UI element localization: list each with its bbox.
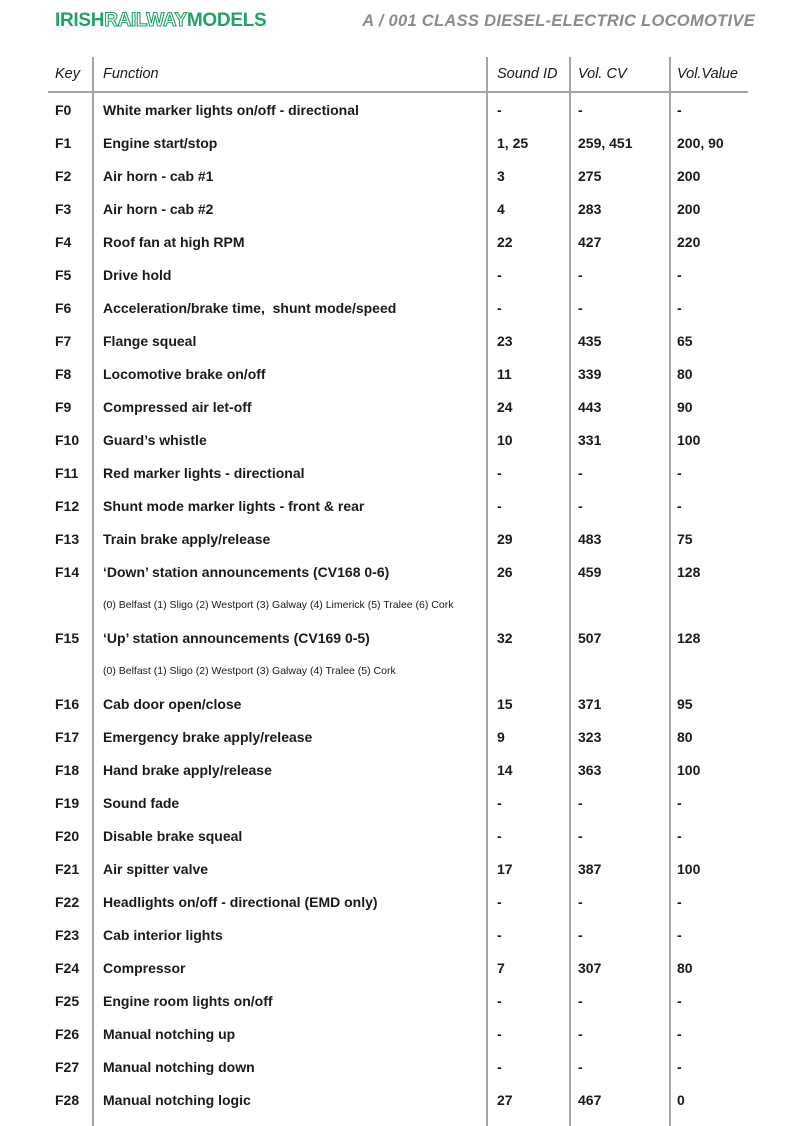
masthead [55, 10, 755, 32]
function-cell: Red marker lights - directional [103, 464, 305, 481]
vol-cv-cell: 259, 451 [578, 134, 633, 151]
vol-value-cell: 100 [677, 431, 701, 448]
function-cell: Guard’s whistle [103, 431, 207, 448]
table-row [48, 621, 748, 654]
table-row [48, 852, 748, 885]
function-cell: Manual notching logic [103, 1091, 251, 1108]
vol-value-cell: 220 [677, 233, 701, 250]
vol-value-cell: 200, 90 [677, 134, 724, 151]
header-key: Key [55, 66, 80, 82]
function-cell: Disable brake squeal [103, 827, 243, 844]
vol-value-cell: 128 [677, 563, 701, 580]
vol-value-cell: - [677, 794, 682, 811]
function-cell: Flange squeal [103, 332, 197, 349]
vol-cv-cell: 331 [578, 431, 602, 448]
sound-id-cell: - [497, 464, 502, 481]
table-row [48, 786, 748, 819]
sound-id-cell: - [497, 794, 502, 811]
vol-cv-cell: 339 [578, 365, 602, 382]
sound-id-cell: - [497, 299, 502, 316]
vol-cv-cell: 363 [578, 761, 602, 778]
vol-cv-cell: - [578, 827, 583, 844]
key-cell: F28 [55, 1091, 80, 1108]
table-row [48, 951, 748, 984]
vol-cv-cell: 435 [578, 332, 602, 349]
vol-cv-cell: - [578, 101, 583, 118]
function-cell: Air horn - cab #1 [103, 167, 214, 184]
vol-value-cell: 100 [677, 761, 701, 778]
function-cell: Headlights on/off - directional (EMD only) [103, 893, 378, 910]
function-cell: Train brake apply/release [103, 530, 271, 547]
sound-id-cell: 32 [497, 629, 513, 646]
function-cell: Engine room lights on/off [103, 992, 273, 1009]
function-cell: Drive hold [103, 266, 172, 283]
key-cell: F14 [55, 563, 80, 580]
table-row [48, 1050, 748, 1083]
function-cell: Acceleration/brake time, shunt mode/speed [103, 299, 397, 316]
vol-cv-cell: - [578, 299, 583, 316]
table-row [48, 555, 748, 588]
key-cell: F1 [55, 134, 72, 151]
vol-value-cell: 100 [677, 860, 701, 877]
vol-cv-cell: - [578, 497, 583, 514]
sound-id-cell: 4 [497, 200, 505, 217]
sound-id-cell: 9 [497, 728, 505, 745]
function-cell: Sound fade [103, 794, 180, 811]
sound-id-cell: - [497, 926, 502, 943]
table-row [48, 522, 748, 555]
vol-value-cell: - [677, 464, 682, 481]
sound-id-cell: 1, 25 [497, 134, 529, 151]
function-cell: ‘Up’ station announcements (CV169 0-5) [103, 629, 370, 646]
header-vol-value: Vol.Value [677, 66, 738, 82]
sound-id-cell: 27 [497, 1091, 513, 1108]
vol-value-cell: 200 [677, 200, 701, 217]
vol-cv-cell: 283 [578, 200, 602, 217]
function-cell: Roof fan at high RPM [103, 233, 245, 250]
table-row [48, 489, 748, 522]
sound-id-cell: 11 [497, 365, 512, 382]
function-cell: Air horn - cab #2 [103, 200, 214, 217]
key-cell: F22 [55, 893, 80, 910]
vol-cv-cell: - [578, 893, 583, 910]
key-cell: F11 [55, 464, 79, 481]
key-cell: F16 [55, 695, 80, 712]
sound-id-cell: - [497, 992, 502, 1009]
table-row [48, 357, 748, 390]
key-cell: F8 [55, 365, 72, 382]
key-cell: F2 [55, 167, 72, 184]
function-cell: Air spitter valve [103, 860, 209, 877]
function-cell: Engine start/stop [103, 134, 218, 151]
vol-value-cell: 0 [677, 1091, 685, 1108]
vol-value-cell: - [677, 827, 682, 844]
vol-cv-cell: 483 [578, 530, 602, 547]
function-cell: Shunt mode marker lights - front & rear [103, 497, 365, 514]
vol-cv-cell: 443 [578, 398, 602, 415]
header-sound-id: Sound ID [497, 66, 558, 82]
table-row [48, 984, 748, 1017]
function-cell: Compressed air let-off [103, 398, 252, 415]
table-row [48, 819, 748, 852]
key-cell: F6 [55, 299, 72, 316]
vol-cv-cell: - [578, 464, 583, 481]
sound-id-cell: - [497, 266, 502, 283]
table-row [48, 126, 748, 159]
sound-id-cell: 10 [497, 431, 513, 448]
vol-value-cell: - [677, 992, 682, 1009]
table-row [48, 1017, 748, 1050]
function-cell: Emergency brake apply/release [103, 728, 313, 745]
brand-irish: IRISH [55, 10, 105, 31]
station-note-row [48, 588, 748, 621]
table-row [48, 159, 748, 192]
table-row [48, 324, 748, 357]
sound-id-cell: 3 [497, 167, 505, 184]
vol-cv-cell: 307 [578, 959, 602, 976]
vol-cv-cell: - [578, 794, 583, 811]
sound-id-cell: 29 [497, 530, 513, 547]
table-row [48, 93, 748, 126]
vol-value-cell: - [677, 101, 682, 118]
table-header-row [48, 57, 748, 91]
function-cell: Locomotive brake on/off [103, 365, 266, 382]
key-cell: F5 [55, 266, 72, 283]
sound-id-cell: - [497, 1025, 502, 1042]
vol-cv-cell: 371 [578, 695, 602, 712]
sound-id-cell: - [497, 1058, 502, 1075]
vol-cv-cell: 467 [578, 1091, 602, 1108]
sound-id-cell: - [497, 893, 502, 910]
vol-cv-cell: 275 [578, 167, 602, 184]
sound-id-cell: 15 [497, 695, 513, 712]
function-cell: ‘Down’ station announcements (CV168 0-6) [103, 563, 390, 580]
station-note: (0) Belfast (1) Sligo (2) Westport (3) Galway (4) Limerick (5) Tralee (6) Cork [103, 598, 454, 611]
vol-value-cell: - [677, 497, 682, 514]
vol-value-cell: - [677, 893, 682, 910]
sound-id-cell: 24 [497, 398, 513, 415]
brand-railway: RAILWAY [104, 10, 187, 31]
sound-id-cell: - [497, 101, 502, 118]
vol-cv-cell: - [578, 992, 583, 1009]
sound-id-cell: 23 [497, 332, 513, 349]
vol-value-cell: 65 [677, 332, 693, 349]
vol-cv-cell: 387 [578, 860, 602, 877]
table-row [48, 192, 748, 225]
vol-cv-cell: 459 [578, 563, 602, 580]
table-row [48, 291, 748, 324]
function-cell: Compressor [103, 959, 186, 976]
header-function: Function [103, 66, 159, 82]
function-cell: Cab interior lights [103, 926, 223, 943]
key-cell: F13 [55, 530, 80, 547]
key-cell: F7 [55, 332, 72, 349]
key-cell: F17 [55, 728, 80, 745]
vol-cv-cell: - [578, 1025, 583, 1042]
table-row [48, 753, 748, 786]
function-cell: Manual notching down [103, 1058, 255, 1075]
table-row [48, 258, 748, 291]
vol-value-cell: - [677, 266, 682, 283]
table-row [48, 456, 748, 489]
table-row [48, 885, 748, 918]
key-cell: F26 [55, 1025, 80, 1042]
vol-cv-cell: - [578, 266, 583, 283]
vol-value-cell: 128 [677, 629, 701, 646]
key-cell: F4 [55, 233, 72, 250]
vol-value-cell: 75 [677, 530, 693, 547]
key-cell: F25 [55, 992, 80, 1009]
sound-id-cell: - [497, 497, 502, 514]
sound-id-cell: 14 [497, 761, 513, 778]
vol-value-cell: - [677, 299, 682, 316]
key-cell: F27 [55, 1058, 80, 1075]
vol-value-cell: 80 [677, 365, 693, 382]
vol-value-cell: 80 [677, 959, 693, 976]
key-cell: F0 [55, 101, 72, 118]
key-cell: F15 [55, 629, 80, 646]
table-body [48, 93, 748, 1116]
vol-cv-cell: - [578, 1058, 583, 1075]
table-row [48, 390, 748, 423]
table-row [48, 225, 748, 258]
vol-value-cell: - [677, 1058, 682, 1075]
sound-id-cell: 7 [497, 959, 505, 976]
brand-models: MODELS [186, 10, 267, 31]
key-cell: F20 [55, 827, 80, 844]
key-cell: F21 [55, 860, 80, 877]
sound-id-cell: 26 [497, 563, 513, 580]
vol-value-cell: 95 [677, 695, 693, 712]
vol-value-cell: 80 [677, 728, 693, 745]
sound-id-cell: 17 [497, 860, 513, 877]
function-cell: Hand brake apply/release [103, 761, 272, 778]
key-cell: F9 [55, 398, 72, 415]
sound-id-cell: 22 [497, 233, 513, 250]
table-row [48, 918, 748, 951]
key-cell: F10 [55, 431, 80, 448]
function-cell: Manual notching up [103, 1025, 236, 1042]
vol-value-cell: - [677, 926, 682, 943]
vol-value-cell: 90 [677, 398, 693, 415]
table-row [48, 720, 748, 753]
vol-cv-cell: 427 [578, 233, 602, 250]
brand-logo [55, 10, 266, 32]
station-note: (0) Belfast (1) Sligo (2) Westport (3) Galway (4) Tralee (5) Cork [103, 664, 396, 677]
vol-cv-cell: 507 [578, 629, 602, 646]
key-cell: F12 [55, 497, 80, 514]
table-row [48, 423, 748, 456]
vol-cv-cell: 323 [578, 728, 602, 745]
key-cell: F23 [55, 926, 80, 943]
key-cell: F18 [55, 761, 80, 778]
vol-value-cell: - [677, 1025, 682, 1042]
page-title: A / 001 CLASS DIESEL-ELECTRIC LOCOMOTIVE [362, 12, 755, 30]
key-cell: F19 [55, 794, 80, 811]
vol-value-cell: 200 [677, 167, 701, 184]
table-row [48, 687, 748, 720]
key-cell: F24 [55, 959, 80, 976]
vol-cv-cell: - [578, 926, 583, 943]
key-cell: F3 [55, 200, 72, 217]
function-cell: Cab door open/close [103, 695, 242, 712]
function-cell: White marker lights on/off - directional [103, 101, 359, 118]
header-vol-cv: Vol. CV [578, 66, 627, 82]
sound-id-cell: - [497, 827, 502, 844]
station-note-row [48, 654, 748, 687]
table-row [48, 1083, 748, 1116]
